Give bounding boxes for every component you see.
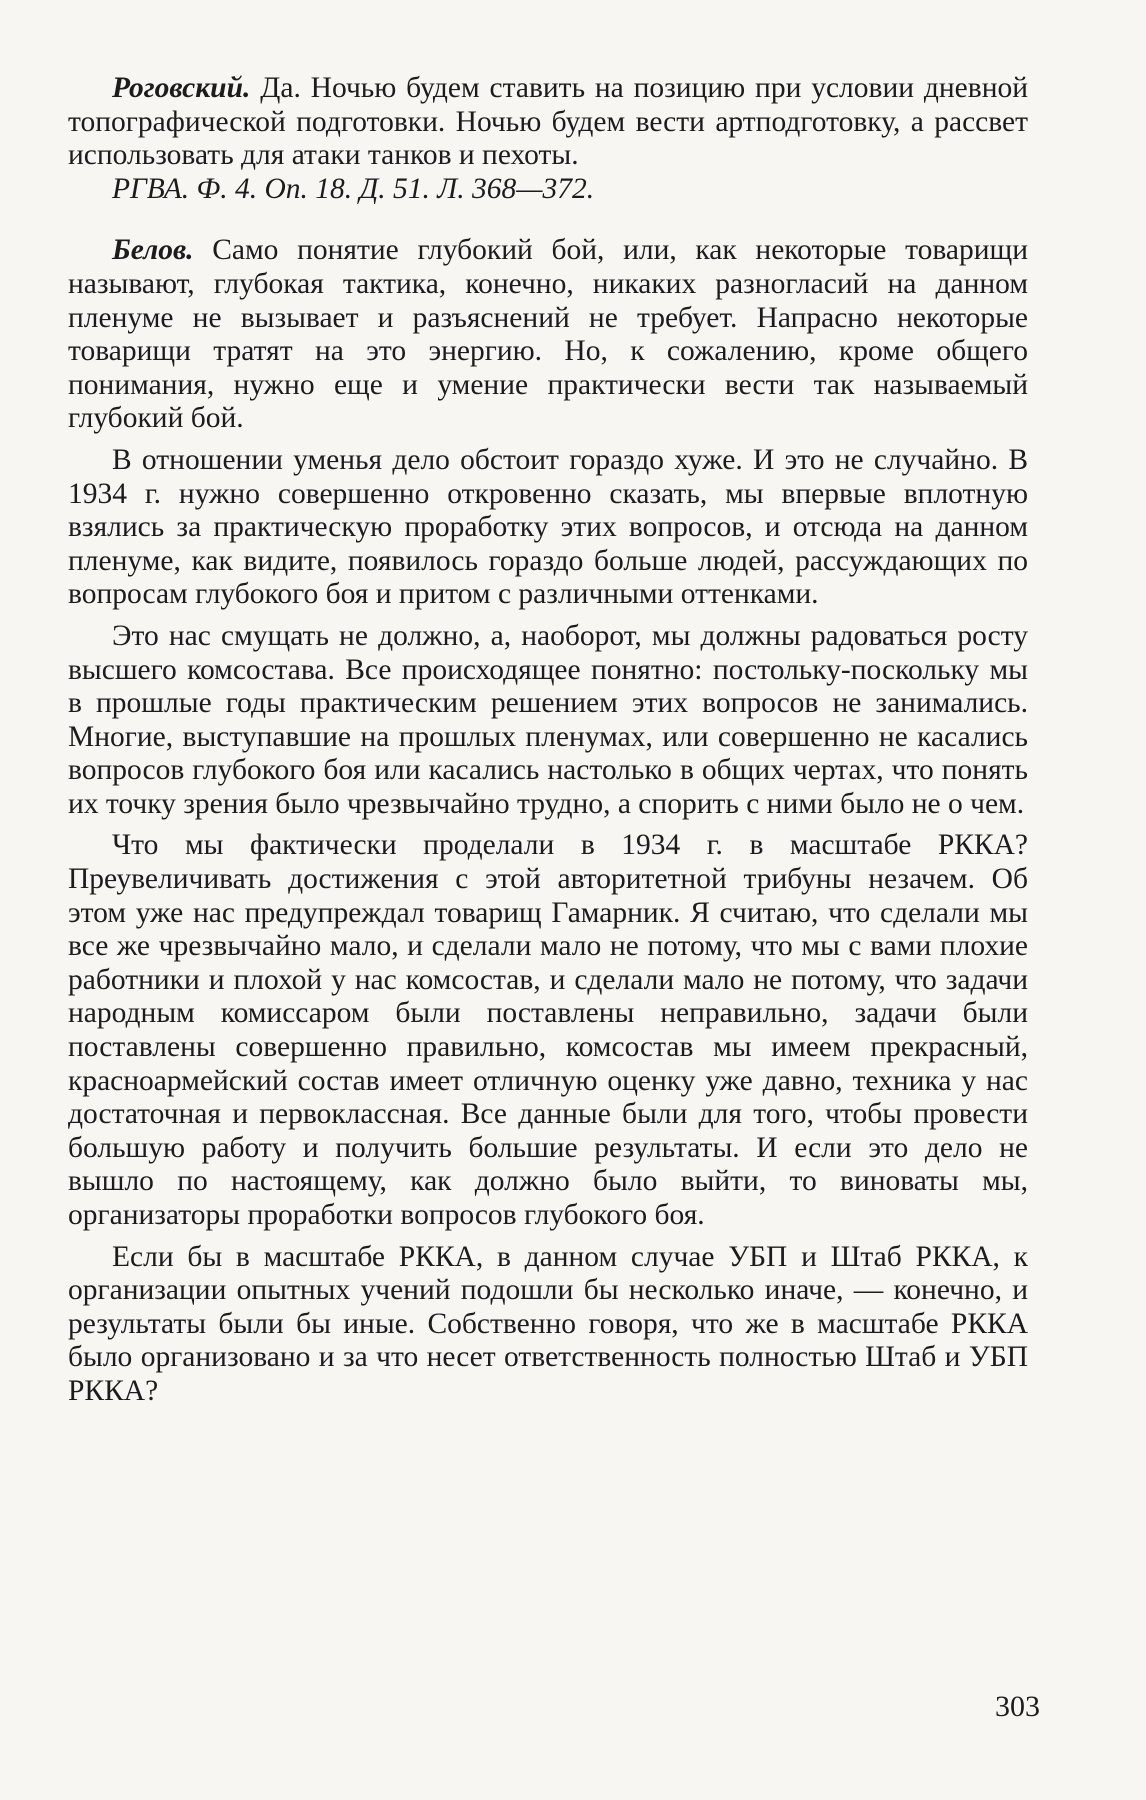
page-text xyxy=(68,72,1028,1409)
speaker-name: Белов. xyxy=(112,234,194,267)
speech-text: Да. Ночью будем ставить на позицию при условии дневной топографической подготовки. Ночью будем вести артподготовку, а рассвет использовать для атаки танков и пехоты. xyxy=(68,72,1029,172)
archive-source-citation: РГВА. Ф. 4. Оп. 18. Д. 51. Л. 368—372. xyxy=(112,172,595,205)
body-paragraph: В отношении уменья дело обстоит гораздо хуже. И это не случайно. В 1934 г. нужно совершенно откровенно сказать, мы впервые вплотную взялись за практическую проработку этих вопросов, и отсюда на данном пленуме, как видите, появилось гораздо больше людей, рассуждающих по вопросам глубокого боя и притом с различными оттенками. xyxy=(68,443,1028,611)
speech-text: Само понятие глубокий бой, или, как некоторые товарищи называют, глубокая тактика, конечно, никаких разногласий на данном пленуме не вызывает и разъяснений не требует. Напрасно некоторые товарищи тратят на это энергию. Но, к сожалению, кроме общего понимания, нужно еще и умение практически вести так называемый глубокий бой. xyxy=(68,234,1029,435)
page-number: 303 xyxy=(995,1690,1040,1723)
speech-paragraph-rogovsky xyxy=(68,72,1028,173)
speech-paragraph-belov xyxy=(68,234,1028,436)
speaker-name: Роговский. xyxy=(112,72,251,104)
body-paragraph: Что мы фактически проделали в 1934 г. в масштабе РККА? Преувеличивать достижения с этой авторитетной трибуны незачем. Об этом уже нас предупреждал товарищ Гамарник. Я считаю, что сделали мы все же чрезвычайно мало, и сделали мало не потому, что мы с вами плохие работники и плохой у нас комсостав, и сделали мало не потому, что задачи народным комиссаром были поставлены неправильно, задачи были поставлены совершенно правильно, комсостав мы имеем прекрасный, красноармейский состав имеет отличную оценку уже давно, техника у нас достаточная и первоклассная. Все данные были для того, чтобы провести большую работу и получить большие результаты. И если это дело не вышло по настоящему, как должно было выйти, то виноваты мы, организаторы проработки вопросов глубокого боя. xyxy=(68,829,1028,1231)
body-paragraph: Это нас смущать не должно, а, наоборот, мы должны радоваться росту высшего комсостава. Все происходящее понятно: постольку-поскольку мы в прошлые годы практическим решением этих вопросов не занимались. Многие, выступавшие на прошлых пленумах, или совершенно не касались вопросов глубокого боя или касались настолько в общих чертах, что понять их точку зрения было чрезвычайно трудно, а спорить с ними было не о чем. xyxy=(68,619,1028,820)
body-paragraph: Если бы в масштабе РККА, в данном случае УБП и Штаб РККА, к организации опытных учений подошли бы несколько иначе, — конечно, и результаты были бы иные. Собственно говоря, что же в масштабе РККА было организовано и за что несет ответственность полностью Штаб и УБП РККА? xyxy=(68,1240,1028,1407)
